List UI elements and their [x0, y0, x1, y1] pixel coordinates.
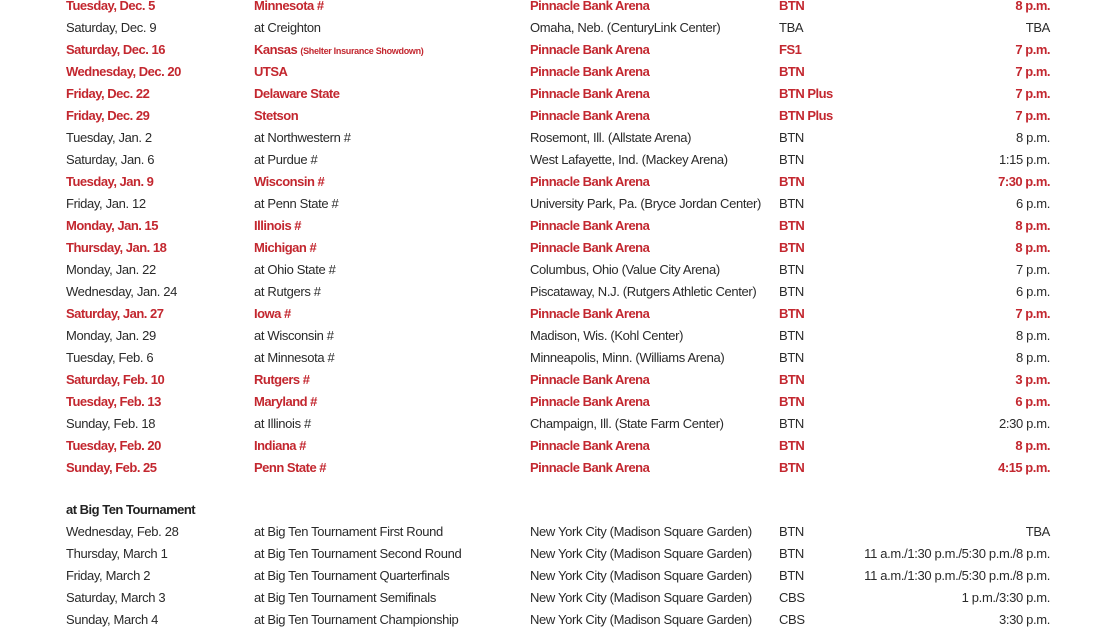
cell-date-text: Monday, Jan. 15 [66, 218, 158, 233]
cell-venue [530, 413, 724, 435]
cell-opponent-text: Kansas [254, 42, 298, 57]
cell-venue [530, 83, 649, 105]
cell-date [66, 259, 156, 281]
cell-time [998, 171, 1050, 193]
cell-tv [779, 237, 804, 259]
cell-date-text: Monday, Jan. 22 [66, 262, 156, 277]
cell-date-text: Friday, March 2 [66, 568, 151, 583]
cell-opponent [254, 281, 321, 303]
cell-venue-text: New York City (Madison Square Garden) [530, 568, 752, 583]
schedule-row [0, 61, 1120, 83]
cell-time [1015, 215, 1050, 237]
cell-tv [779, 17, 803, 39]
cell-tv [779, 281, 804, 303]
cell-tv-text: BTN [779, 196, 804, 211]
cell-tv [779, 325, 804, 347]
schedule-row [0, 281, 1120, 303]
cell-opponent [254, 149, 317, 171]
cell-date-text: Tuesday, Jan. 2 [66, 130, 152, 145]
cell-opponent [254, 171, 324, 193]
cell-venue-text: New York City (Madison Square Garden) [530, 612, 752, 627]
cell-tv [779, 149, 804, 171]
cell-tv-text: BTN [779, 524, 804, 539]
section-heading-big-ten-tournament: at Big Ten Tournament [66, 502, 196, 517]
cell-date-text: Sunday, Feb. 18 [66, 416, 156, 431]
cell-opponent-text: Stetson [254, 108, 299, 123]
cell-opponent-text: Illinois # [254, 218, 302, 233]
cell-time [1016, 325, 1050, 347]
cell-tv [779, 39, 801, 61]
cell-tv-text: BTN [779, 240, 805, 255]
cell-tv-text: BTN [779, 152, 804, 167]
cell-time-text: TBA [1025, 524, 1050, 539]
cell-opponent [254, 325, 334, 347]
cell-opponent-text: Iowa # [254, 306, 291, 321]
cell-venue-text: Pinnacle Bank Arena [530, 218, 650, 233]
cell-tv-text: BTN [779, 306, 805, 321]
cell-tv-text: BTN [779, 262, 804, 277]
cell-time-text: 11 a.m./1:30 p.m./5:30 p.m./8 p.m. [864, 568, 1050, 583]
cell-date [66, 83, 149, 105]
cell-tv [779, 127, 804, 149]
cell-opponent-text: at Big Ten Tournament Semifinals [254, 590, 436, 605]
cell-time-text: 8 p.m. [1015, 438, 1050, 453]
cell-opponent-text: Michigan # [254, 240, 317, 255]
cell-date [66, 61, 181, 83]
cell-tv-text: BTN [779, 0, 805, 13]
schedule-row [0, 127, 1120, 149]
cell-tv [779, 259, 804, 281]
cell-venue-text: Piscataway, N.J. (Rutgers Athletic Center) [530, 284, 757, 299]
schedule-row [0, 391, 1120, 413]
cell-tv [779, 105, 833, 127]
cell-venue-text: Pinnacle Bank Arena [530, 108, 650, 123]
schedule-row [0, 457, 1120, 479]
cell-venue-text: Pinnacle Bank Arena [530, 438, 650, 453]
cell-date-text: Wednesday, Feb. 28 [66, 524, 179, 539]
cell-time-text: 7 p.m. [1015, 306, 1050, 321]
cell-opponent-text: at Penn State # [254, 196, 339, 211]
cell-opponent [254, 0, 324, 17]
cell-tv [779, 369, 804, 391]
cell-venue [530, 281, 756, 303]
cell-time-text: 8 p.m. [1015, 240, 1050, 255]
cell-venue-text: Pinnacle Bank Arena [530, 0, 650, 13]
cell-opponent-text: at Wisconsin # [254, 328, 334, 343]
cell-tv [779, 543, 804, 565]
cell-venue-text: Pinnacle Bank Arena [530, 394, 650, 409]
cell-time [1015, 237, 1050, 259]
cell-venue [530, 171, 649, 193]
cell-opponent [254, 17, 321, 39]
schedule-row [0, 171, 1120, 193]
cell-venue-text: Pinnacle Bank Arena [530, 240, 650, 255]
cell-opponent [254, 369, 309, 391]
cell-opponent [254, 303, 291, 325]
cell-date-text: Wednesday, Jan. 24 [66, 284, 178, 299]
cell-tv-text: TBA [779, 20, 804, 35]
cell-opponent [254, 347, 334, 369]
cell-time-text: 7 p.m. [1015, 108, 1050, 123]
cell-opponent-text: Delaware State [254, 86, 340, 101]
cell-time [1016, 193, 1050, 215]
cell-venue-text: Pinnacle Bank Arena [530, 372, 650, 387]
cell-opponent-text: Rutgers # [254, 372, 310, 387]
schedule-row [0, 587, 1120, 609]
cell-time-text: 2:30 p.m. [998, 416, 1050, 431]
cell-opponent [254, 193, 338, 215]
cell-opponent-text: at Big Ten Tournament Championship [254, 612, 459, 627]
cell-time [864, 543, 1050, 565]
schedule-row [0, 543, 1120, 565]
cell-venue [530, 215, 649, 237]
cell-venue [530, 565, 752, 587]
cell-time-text: 3 p.m. [1015, 372, 1050, 387]
cell-venue [530, 435, 649, 457]
cell-tv-text: BTN [779, 568, 804, 583]
cell-time-text: 1:15 p.m. [998, 152, 1050, 167]
cell-time [1015, 435, 1050, 457]
cell-date [66, 413, 155, 435]
cell-opponent [254, 609, 458, 631]
cell-date-text: Sunday, Feb. 25 [66, 460, 157, 475]
cell-opponent-text: Wisconsin # [254, 174, 325, 189]
cell-venue [530, 521, 752, 543]
cell-tv [779, 587, 805, 609]
cell-date-text: Thursday, Jan. 18 [66, 240, 167, 255]
schedule-row [0, 83, 1120, 105]
cell-tv-text: BTN [779, 460, 805, 475]
cell-venue-text: Pinnacle Bank Arena [530, 42, 650, 57]
cell-date-text: Thursday, March 1 [66, 546, 168, 561]
cell-venue [530, 587, 752, 609]
cell-venue-text: Pinnacle Bank Arena [530, 174, 650, 189]
cell-opponent [254, 587, 436, 609]
cell-venue [530, 105, 649, 127]
schedule-row [0, 17, 1120, 39]
cell-venue [530, 391, 649, 413]
cell-opponent [254, 237, 316, 259]
cell-time [1015, 83, 1050, 105]
cell-tv [779, 347, 804, 369]
cell-date [66, 149, 154, 171]
cell-venue-text: Pinnacle Bank Arena [530, 64, 650, 79]
cell-time-text: 7 p.m. [1015, 42, 1050, 57]
cell-date-text: Tuesday, Dec. 5 [66, 0, 155, 13]
schedule-row [0, 149, 1120, 171]
cell-opponent [254, 61, 287, 83]
cell-date [66, 303, 163, 325]
schedule-row [0, 259, 1120, 281]
cell-venue-text: Rosemont, Ill. (Allstate Arena) [530, 130, 692, 145]
cell-venue [530, 259, 720, 281]
schedule-row [0, 325, 1120, 347]
cell-venue-text: University Park, Pa. (Bryce Jordan Center) [530, 196, 761, 211]
cell-time [962, 587, 1050, 609]
cell-tv-text: BTN [779, 218, 805, 233]
cell-date-text: Tuesday, Feb. 13 [66, 394, 161, 409]
cell-venue [530, 303, 649, 325]
cell-date [66, 391, 161, 413]
cell-opponent [254, 435, 306, 457]
cell-tv-text: BTN [779, 328, 804, 343]
cell-date [66, 609, 158, 631]
cell-date [66, 281, 177, 303]
cell-venue [530, 0, 649, 17]
cell-venue-text: New York City (Madison Square Garden) [530, 546, 752, 561]
cell-time-text: 7 p.m. [1015, 64, 1050, 79]
cell-time-text: 4:15 p.m. [998, 460, 1050, 475]
cell-date [66, 127, 152, 149]
cell-tv [779, 193, 804, 215]
cell-venue-text: Pinnacle Bank Arena [530, 86, 650, 101]
cell-date [66, 0, 155, 17]
cell-date-text: Saturday, Dec. 16 [66, 42, 165, 57]
cell-opponent [254, 127, 351, 149]
cell-opponent [254, 391, 317, 413]
cell-time [1016, 127, 1050, 149]
cell-tv [779, 609, 805, 631]
cell-date [66, 435, 161, 457]
cell-tv-text: BTN Plus [779, 86, 833, 101]
cell-venue-text: New York City (Madison Square Garden) [530, 590, 752, 605]
cell-date-text: Friday, Jan. 12 [66, 196, 146, 211]
cell-opponent [254, 543, 461, 565]
cell-opponent-text: at Illinois # [254, 416, 311, 431]
cell-opponent-text: at Creighton [254, 20, 321, 35]
cell-opponent [254, 457, 326, 479]
schedule-row [0, 105, 1120, 127]
cell-tv-text: BTN Plus [779, 108, 833, 123]
cell-date [66, 565, 150, 587]
cell-time-text: 7 p.m. [1015, 262, 1050, 277]
cell-opponent-text: at Big Ten Tournament Quarterfinals [254, 568, 450, 583]
schedule-row [0, 565, 1120, 587]
cell-time [864, 565, 1050, 587]
schedule-row [0, 609, 1120, 631]
cell-venue-text: Pinnacle Bank Arena [530, 460, 650, 475]
cell-date [66, 171, 153, 193]
cell-tv-text: BTN [779, 372, 805, 387]
cell-venue [530, 347, 724, 369]
cell-venue [530, 39, 649, 61]
cell-opponent [254, 83, 340, 105]
cell-time [999, 149, 1050, 171]
cell-venue [530, 149, 728, 171]
cell-opponent-text: at Northwestern # [254, 130, 351, 145]
cell-venue [530, 127, 691, 149]
cell-opponent-text: Indiana # [254, 438, 306, 453]
cell-time-text: 1 p.m./3:30 p.m. [961, 590, 1050, 605]
cell-opponent-text: at Ohio State # [254, 262, 336, 277]
cell-venue [530, 609, 752, 631]
cell-opponent-text: Maryland # [254, 394, 317, 409]
cell-date [66, 215, 158, 237]
cell-time-text: 3:30 p.m. [998, 612, 1050, 627]
cell-venue [530, 193, 761, 215]
schedule-row [0, 369, 1120, 391]
cell-time-text: TBA [1025, 20, 1050, 35]
cell-opponent-text: at Purdue # [254, 152, 318, 167]
cell-time-text: 8 p.m. [1015, 0, 1050, 13]
cell-date-text: Tuesday, Feb. 20 [66, 438, 161, 453]
cell-time [1015, 61, 1050, 83]
cell-tv-text: BTN [779, 416, 804, 431]
cell-venue-text: Champaign, Ill. (State Farm Center) [530, 416, 724, 431]
cell-tv [779, 435, 804, 457]
cell-opponent [254, 259, 335, 281]
cell-time [1015, 0, 1050, 17]
cell-date [66, 543, 167, 565]
cell-date-text: Saturday, Jan. 6 [66, 152, 155, 167]
cell-tv-text: BTN [779, 394, 805, 409]
schedule-row [0, 39, 1120, 61]
cell-tv-text: BTN [779, 174, 805, 189]
cell-tv-text: BTN [779, 130, 804, 145]
cell-tv-text: BTN [779, 64, 805, 79]
cell-venue-text: Madison, Wis. (Kohl Center) [530, 328, 684, 343]
cell-opponent [254, 565, 449, 587]
cell-date-text: Friday, Dec. 29 [66, 108, 150, 123]
cell-opponent [254, 521, 443, 543]
cell-tv [779, 171, 804, 193]
cell-venue [530, 17, 720, 39]
schedule-row [0, 193, 1120, 215]
cell-time [1026, 17, 1050, 39]
cell-time [999, 413, 1050, 435]
cell-time [1015, 39, 1050, 61]
cell-time-text: 8 p.m. [1015, 328, 1050, 343]
cell-date [66, 17, 156, 39]
cell-date-text: Tuesday, Feb. 6 [66, 350, 154, 365]
cell-time-text: 8 p.m. [1015, 130, 1050, 145]
cell-date-text: Saturday, March 3 [66, 590, 166, 605]
cell-date-text: Tuesday, Jan. 9 [66, 174, 154, 189]
cell-date [66, 237, 166, 259]
cell-venue [530, 325, 683, 347]
cell-venue-text: Omaha, Neb. (CenturyLink Center) [530, 20, 721, 35]
cell-time [1015, 369, 1050, 391]
cell-date-text: Wednesday, Dec. 20 [66, 64, 181, 79]
schedule-row [0, 413, 1120, 435]
cell-venue [530, 543, 752, 565]
cell-date-text: Saturday, Jan. 27 [66, 306, 164, 321]
cell-opponent-text: UTSA [254, 64, 288, 79]
cell-time [1015, 105, 1050, 127]
cell-opponent [254, 413, 311, 435]
schedule-row [0, 521, 1120, 543]
cell-opponent-text: Minnesota # [254, 0, 324, 13]
cell-tv [779, 457, 804, 479]
cell-time [1015, 391, 1050, 413]
cell-date [66, 39, 165, 61]
schedule-row [0, 347, 1120, 369]
cell-date [66, 521, 178, 543]
cell-venue [530, 237, 649, 259]
schedule-row [0, 303, 1120, 325]
cell-tv-text: BTN [779, 284, 804, 299]
cell-time [998, 457, 1050, 479]
cell-date [66, 193, 146, 215]
schedule-row [0, 0, 1120, 17]
cell-tv-text: CBS [779, 612, 805, 627]
cell-time [1026, 521, 1050, 543]
cell-date [66, 457, 157, 479]
cell-time-text: 8 p.m. [1015, 218, 1050, 233]
cell-venue-text: Pinnacle Bank Arena [530, 306, 650, 321]
cell-date [66, 369, 164, 391]
cell-date-text: Saturday, Feb. 10 [66, 372, 165, 387]
cell-date [66, 105, 149, 127]
cell-date-text: Friday, Dec. 22 [66, 86, 150, 101]
cell-venue-text: West Lafayette, Ind. (Mackey Arena) [530, 152, 728, 167]
cell-time-text: 8 p.m. [1015, 350, 1050, 365]
cell-opponent [254, 39, 424, 62]
cell-venue [530, 369, 649, 391]
cell-tv-text: BTN [779, 438, 805, 453]
cell-tv [779, 61, 804, 83]
cell-venue-text: New York City (Madison Square Garden) [530, 524, 752, 539]
cell-date [66, 587, 165, 609]
cell-tv [779, 565, 804, 587]
cell-time-text: 7 p.m. [1015, 86, 1050, 101]
cell-opponent [254, 215, 301, 237]
cell-opponent-text: at Rutgers # [254, 284, 321, 299]
cell-opponent-note: (Shelter Insurance Showdown) [300, 46, 424, 56]
cell-venue-text: Minneapolis, Minn. (Williams Arena) [530, 350, 725, 365]
cell-time-text: 6 p.m. [1015, 196, 1050, 211]
cell-tv [779, 391, 804, 413]
cell-date-text: Sunday, March 4 [66, 612, 159, 627]
cell-date-text: Saturday, Dec. 9 [66, 20, 157, 35]
schedule-row [0, 237, 1120, 259]
cell-date [66, 347, 153, 369]
cell-tv [779, 215, 804, 237]
cell-tv [779, 521, 804, 543]
cell-tv [779, 83, 833, 105]
cell-opponent-text: at Big Ten Tournament First Round [254, 524, 443, 539]
cell-date-text: Monday, Jan. 29 [66, 328, 156, 343]
cell-tv-text: CBS [779, 590, 805, 605]
cell-tv-text: BTN [779, 546, 804, 561]
cell-tv [779, 0, 804, 17]
cell-time [1015, 303, 1050, 325]
cell-time [1016, 347, 1050, 369]
cell-tv [779, 413, 804, 435]
schedule-row [0, 215, 1120, 237]
cell-opponent-text: at Minnesota # [254, 350, 335, 365]
cell-opponent-text: Penn State # [254, 460, 327, 475]
cell-venue [530, 457, 649, 479]
cell-date [66, 325, 156, 347]
cell-tv-text: FS1 [779, 42, 802, 57]
cell-venue-text: Columbus, Ohio (Value City Arena) [530, 262, 720, 277]
cell-opponent-text: at Big Ten Tournament Second Round [254, 546, 462, 561]
cell-time [1016, 281, 1050, 303]
cell-venue [530, 61, 649, 83]
cell-tv-text: BTN [779, 350, 804, 365]
cell-time-text: 6 p.m. [1015, 394, 1050, 409]
cell-tv [779, 303, 804, 325]
cell-opponent [254, 105, 298, 127]
schedule-row [0, 435, 1120, 457]
cell-time-text: 6 p.m. [1015, 284, 1050, 299]
cell-time [999, 609, 1050, 631]
cell-time [1016, 259, 1050, 281]
cell-time-text: 7:30 p.m. [998, 174, 1050, 189]
cell-time-text: 11 a.m./1:30 p.m./5:30 p.m./8 p.m. [864, 546, 1050, 561]
